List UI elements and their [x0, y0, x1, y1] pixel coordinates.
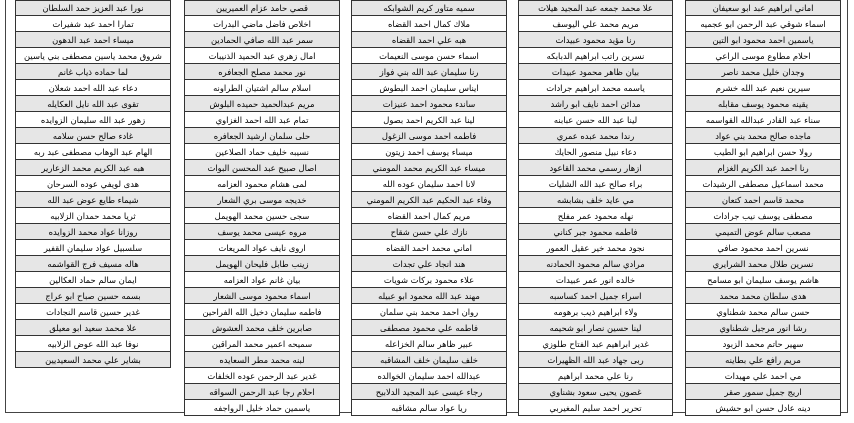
name-cell: نسرين احمد محمود صافي [685, 240, 841, 256]
names-column-3 [351, 0, 507, 416]
name-cell: هدى لويفي عوده السرحان [15, 176, 171, 192]
name-cell: امال زهري عبد الحميد الذنيبات [184, 48, 340, 64]
name-cell: سلسبيل عواد سليمان القفير [15, 240, 171, 256]
name-cell: فاطمه محمود جبر كناني [518, 224, 673, 240]
names-column-1 [685, 0, 841, 416]
name-cell: غدير عبد الرحمن عوده الخلفات [184, 368, 340, 384]
name-cell: عبدالله احمد سليمان الخوالده [351, 368, 507, 384]
name-cell: نور محمد مصلح الجعافره [184, 64, 340, 80]
name-cell: سميه متاور كريم الشوابكه [351, 0, 507, 16]
name-cell: ازهار رسمي محمد القاعود [518, 160, 673, 176]
name-cell: رنا احمد عبد الكريم الغزام [685, 160, 841, 176]
name-cell: لينا عبد الله حسن عبابنه [518, 112, 673, 128]
name-cell: اسراء جميل احمد كساسبه [518, 288, 673, 304]
name-cell: ايمان سالم حماد العكالين [15, 272, 171, 288]
name-cell: فاطمه علي محمود مصطفى [351, 320, 507, 336]
name-cell: عبير ظاهر سالم الخزاعله [351, 336, 507, 352]
name-cell: اروى نايف عواد المريعات [184, 240, 340, 256]
name-cell: حسن سالم محمد شطناوي [685, 304, 841, 320]
name-cell: اماني محمد احمد القضاه [351, 240, 507, 256]
name-cell: سناء عبد القادر عبدالله القواسمه [685, 112, 841, 128]
names-column-5 [15, 0, 171, 368]
name-cell: شروق محمد ياسين مصطفى بني ياسين [15, 48, 171, 64]
name-cell: بسمه حسين صباح ابو عراج [15, 288, 171, 304]
name-cell: نازك علي حسن شقاح [351, 224, 507, 240]
name-cell: ثريا محمد حمدان الزلابيه [15, 208, 171, 224]
name-cell: مصطفى يوسف نيب جرادات [685, 208, 841, 224]
name-cell: سميحه اعمير محمد المراقين [184, 336, 340, 352]
name-cell: فاطمه سليمان دخيل الله الفراحين [184, 304, 340, 320]
name-cell: مريم كمال احمد القضاه [351, 208, 507, 224]
name-cell: سهير حاتم محمد الزبود [685, 336, 841, 352]
name-cell: غادء صالح حسن سلامه [15, 128, 171, 144]
name-cell: زهور عبد الله سليمان الزوايده [15, 112, 171, 128]
name-cell: ساندء محمود احمد عنيزات [351, 96, 507, 112]
name-cell: هاله مسيف فرج القواشمه [15, 256, 171, 272]
name-cell: براء صالح عبد الله الشليات [518, 176, 673, 192]
name-cell: تمام عبد الله احمد الغزاوي [184, 112, 340, 128]
name-cell: لبنه محمد مطر السعايده [184, 352, 340, 368]
name-cell: لينا عبد الكريم احمد بصول [351, 112, 507, 128]
name-cell: اسماء حسن موسى النعيمات [351, 48, 507, 64]
name-cell: ربى جهاد عبد الله الظهيرات [518, 352, 673, 368]
name-cell: فاطمه احمد موسى الزغول [351, 128, 507, 144]
name-cell: تمارا احمد عبد شفيرات [15, 16, 171, 32]
name-cell: نسرين طلال محمد الشرايري [685, 256, 841, 272]
name-cell: هند انجاد علي تجدات [351, 256, 507, 272]
name-cell: ملاك كمال احمد القضاه [351, 16, 507, 32]
name-cell: رنا سليمان عبد الله بني فواز [351, 64, 507, 80]
name-cell: اسلام سالم اشتيان الطراونه [184, 80, 340, 96]
name-cell: صابرين خلف محمد العشوش [184, 320, 340, 336]
name-cell: لانا احمد سليمان عوده الله [351, 176, 507, 192]
name-cell: علا محمد جمعه عبد المجيد هيلات [518, 0, 673, 16]
name-cell: ماجده صالح محمد بني عواد [685, 128, 841, 144]
name-cell: احلام مطاوع موسى الراعي [685, 48, 841, 64]
name-cell: دعاء نبيل منصور الحايك [518, 144, 673, 160]
name-cell: اصال صبيح عبد المحسن البوات [184, 160, 340, 176]
name-cell: خالده انور عمر عبيدات [518, 272, 673, 288]
name-cell: خديجه موسى بري الشعار [184, 192, 340, 208]
names-column-2 [518, 0, 673, 416]
name-cell: الهام عبد الوهاب مصطفى عبد ربه [15, 144, 171, 160]
name-cell: ميساء عبد الكريم محمد المومني [351, 160, 507, 176]
name-cell: مروه عيسى محمد يوسف [184, 224, 340, 240]
name-cell: رولا حسن ابراهيم ابو الطيب [685, 144, 841, 160]
name-cell: نجود محمد خير عقيل العمور [518, 240, 673, 256]
name-cell: وفاء عبد الحكيم عبد الكريم المومني [351, 192, 507, 208]
name-cell: دينه عادل حسن ابو حشيش [685, 400, 841, 416]
name-cell: نهله محمود عمر مفلح [518, 208, 673, 224]
name-cell: رنا علي محمد ابراهيم [518, 368, 673, 384]
name-cell: يقينه محمود يوسف مقابله [685, 96, 841, 112]
name-cell: شيماء طايع عوض عبد الله [15, 192, 171, 208]
name-cell: خلف سليمان خلف المشاقبه [351, 352, 507, 368]
names-table [5, 0, 848, 413]
name-cell: روان احمد محمد بني سلمان [351, 304, 507, 320]
name-cell: ميساء احمد عبد الدهون [15, 32, 171, 48]
name-cell: رندا محمد عبده عمري [518, 128, 673, 144]
name-cell: سجى حسين محمد الهويمل [184, 208, 340, 224]
name-cell: ريا عواد سالم مشاقبه [351, 400, 507, 416]
name-cell: مرادي سالم محمود الحمادنه [518, 256, 673, 272]
name-cell: نوفا عبد الله عوض الزلابيه [15, 336, 171, 352]
name-cell: رشا انور مرجيل شطناوي [685, 320, 841, 336]
name-cell: هبه عبد الكريم محمد الزعارير [15, 160, 171, 176]
name-cell: زينب طابل فليحان الهويمل [184, 256, 340, 272]
name-cell: اريج جميل سمور صقر [685, 384, 841, 400]
name-cell: احلام رجا عبد الرحمن السواقه [184, 384, 340, 400]
name-cell: مريم عبدالحميد حميده البلوش [184, 96, 340, 112]
name-cell: تقوى عبد الله نايل العكايله [15, 96, 171, 112]
name-cell: ميساء يوسف احمد زيتون [351, 144, 507, 160]
name-cell: غدير ابراهيم عبد الفتاح طلوزي [518, 336, 673, 352]
name-cell: مريم رافع علي بطاينه [685, 352, 841, 368]
name-cell: ياسمين احمد محمود ابو التين [685, 32, 841, 48]
names-column-4 [184, 0, 340, 416]
name-cell: ولاء ابراهيم ذيب برهومه [518, 304, 673, 320]
name-cell: مي عايد خلف بشابشه [518, 192, 673, 208]
name-cell: نسرين راتب ابراهيم الدبابكه [518, 48, 673, 64]
name-cell: رنا مؤيد محمود عبيدات [518, 32, 673, 48]
name-cell: محمد قاسم احمد كتعان [685, 192, 841, 208]
name-cell: وجدان خليل محمد ناصر [685, 64, 841, 80]
name-cell: اسماء شوقي عبد الرحمن ابو عجميه [685, 16, 841, 32]
name-cell: اخلاص فاضل ماضي البدرات [184, 16, 340, 32]
name-cell: علاء محمود بركات شويات [351, 272, 507, 288]
name-cell: مهند عبد الله محمود ابو عبيله [351, 288, 507, 304]
name-cell: حلى سلمان ارشيد الجعافره [184, 128, 340, 144]
name-cell: محمد اسماعيل مصطفى الرشيدات [685, 176, 841, 192]
name-cell: مريم محمد علي اليوسف [518, 16, 673, 32]
name-cell: اماني ابراهيم عبد ابو سعيفان [685, 0, 841, 16]
name-cell: هاشم يوسف سليمان ابو مسامح [685, 272, 841, 288]
name-cell: ايناس سليمان احمد البطوش [351, 80, 507, 96]
name-cell: علا محمد سعيد ابو معيلق [15, 320, 171, 336]
name-cell: نورا عبد العزيز حمد السلطان [15, 0, 171, 16]
name-cell: بيان غانم عواد العزامه [184, 272, 340, 288]
name-cell: هبه علي احمد القضاه [351, 32, 507, 48]
name-cell: مي احمد علي مهيدات [685, 368, 841, 384]
name-cell: رجاء عيسى عبد المجيد الدلابيح [351, 384, 507, 400]
name-cell: تحرير احمد سليم المغيربي [518, 400, 673, 416]
name-cell: غدير حسين قاسم النجادات [15, 304, 171, 320]
name-cell: غصون يحيى سعود بشناوي [518, 384, 673, 400]
name-cell: روزانا عواد محمد الزوايده [15, 224, 171, 240]
name-cell: مدائن احمد نايف ابو راشد [518, 96, 673, 112]
name-cell: مصعب سالم عوض التميمي [685, 224, 841, 240]
name-cell: سمر عبد الله صافي الحمادين [184, 32, 340, 48]
name-cell: ياسمه محمد ابراهيم جرادات [518, 80, 673, 96]
name-cell: سيرين نعيم عبد الله خشرم [685, 80, 841, 96]
name-cell: لينا حسين نصار ابو شحيمه [518, 320, 673, 336]
name-cell: بشاير علي محمد السعيديين [15, 352, 171, 368]
name-cell: دعاء عبد الله احمد شعلان [15, 80, 171, 96]
name-cell: ياسمين حماد خليل الرواجفه [184, 400, 340, 416]
name-cell: لما حماده ذياب غانم [15, 64, 171, 80]
name-cell: نسيبه خليف حماد الصلاعين [184, 144, 340, 160]
name-cell: اسماء محمود موسى الشعار [184, 288, 340, 304]
name-cell: هدى سلطان محمد محمد [685, 288, 841, 304]
name-cell: لمى هشام محمود العزامه [184, 176, 340, 192]
name-cell: قصي حامد عزام العميريين [184, 0, 340, 16]
name-cell: بيان ظاهر محمود عبيدات [518, 64, 673, 80]
